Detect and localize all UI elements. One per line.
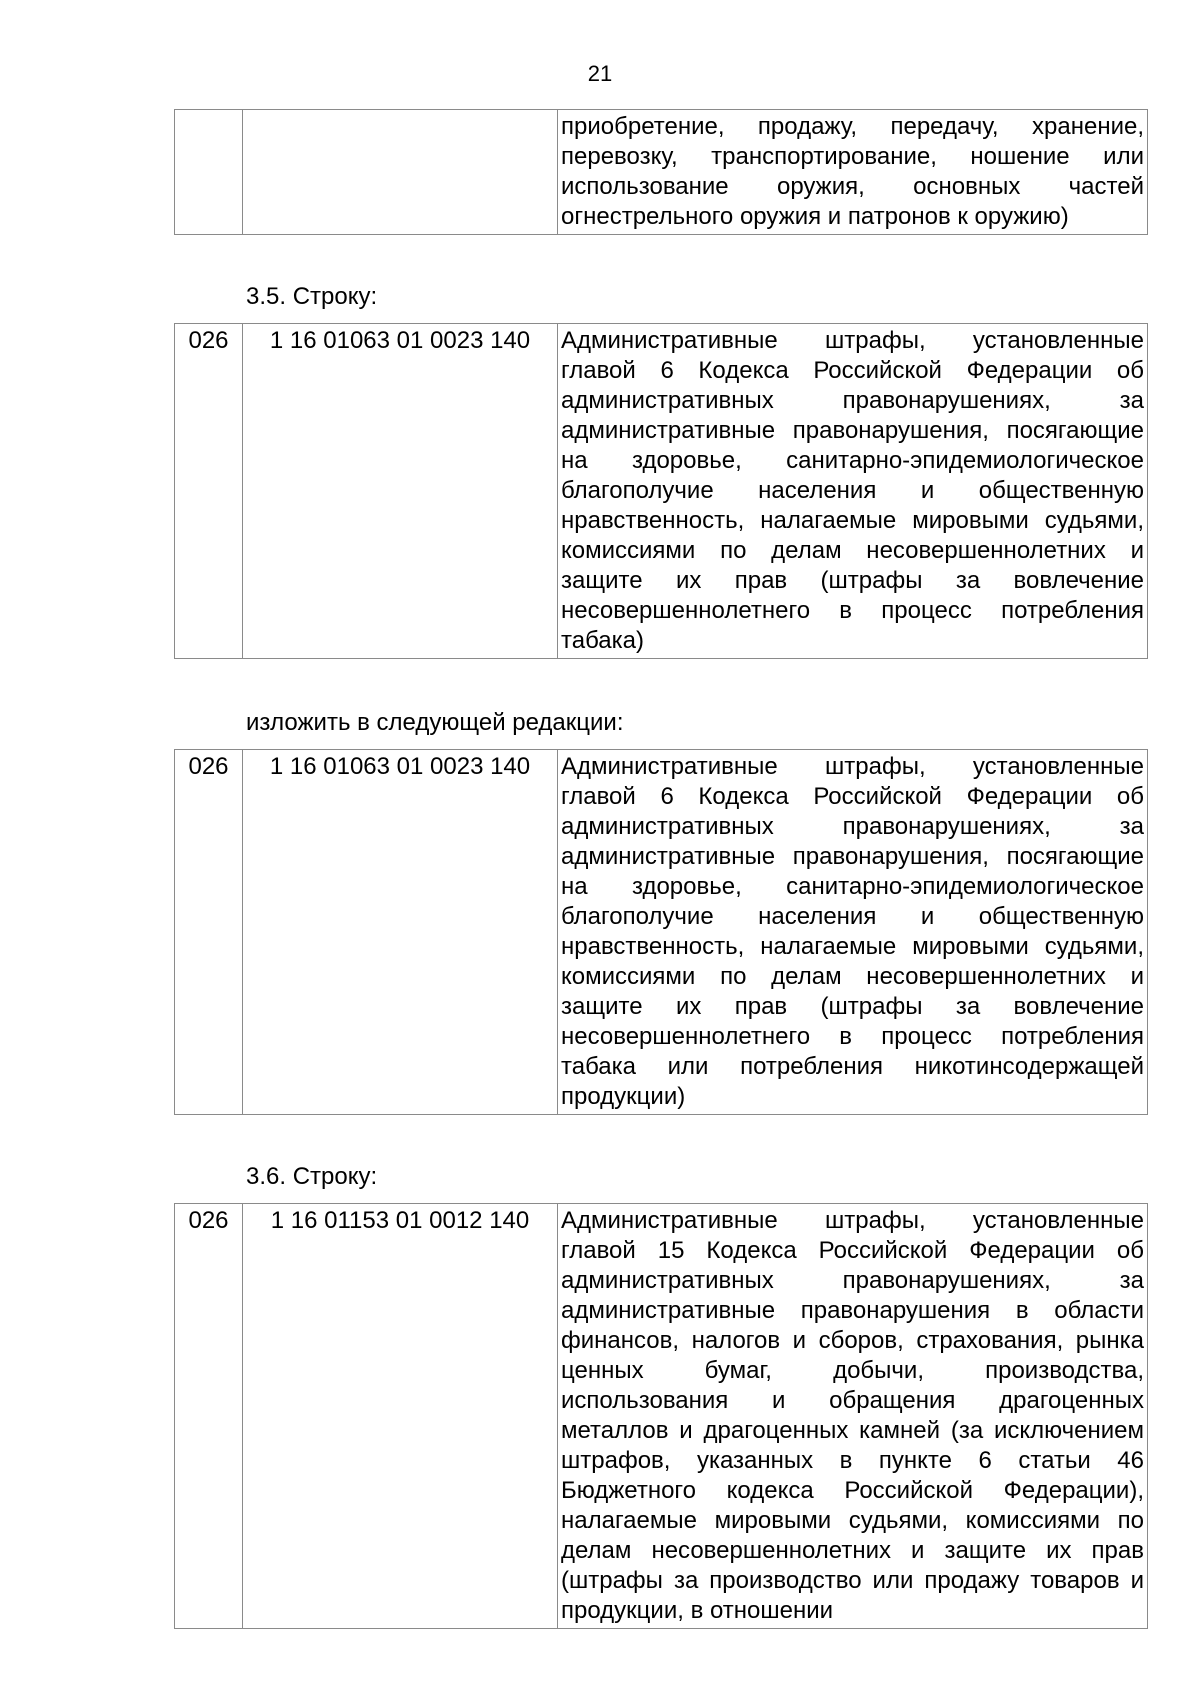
continuation-table [174,109,1148,235]
kbk-cell: 1 16 01063 01 0023 140 [243,750,558,1115]
kbk-cell: 1 16 01153 01 0012 140 [243,1204,558,1629]
description-cell: Административные штрафы, установленные главой 6 Кодекса Российской Федерации об административных правонарушениях, за административные правонарушения, посягающие на здоровье, санитарно-эпидемиологическое благополучие населения и общественную нравственность, налагаемые мировыми судьями, комиссиями по делам несовершеннолетних и защите их прав (штрафы за вовлечение несовершеннолетнего в процесс потребления табака) [558,324,1148,659]
section-3-6-heading: 3.6. Строку: [246,1163,378,1190]
section-3-5-old-table [174,323,1148,659]
section-3-6-old-table [174,1203,1148,1629]
page-number: 21 [587,61,613,86]
budget-code-cell: 026 [175,750,243,1115]
section-3-5-new-table [174,749,1148,1115]
replace-instruction: изложить в следующей редакции: [246,709,624,736]
table-row [175,1204,1148,1629]
budget-code-cell: 026 [175,324,243,659]
kbk-cell [243,110,558,235]
table-row [175,110,1148,235]
description-cell: Административные штрафы, установленные главой 6 Кодекса Российской Федерации об административных правонарушениях, за административные правонарушения, посягающие на здоровье, санитарно-эпидемиологическое благополучие населения и общественную нравственность, налагаемые мировыми судьями, комиссиями по делам несовершеннолетних и защите их прав (штрафы за вовлечение несовершеннолетнего в процесс потребления табака или потребления никотинсодержащей продукции) [558,750,1148,1115]
table-row [175,324,1148,659]
budget-code-cell [175,110,243,235]
budget-code-cell: 026 [175,1204,243,1629]
table-row [175,750,1148,1115]
section-3-5-heading: 3.5. Строку: [246,283,378,310]
kbk-cell: 1 16 01063 01 0023 140 [243,324,558,659]
description-cell: Административные штрафы, установленные главой 15 Кодекса Российской Федерации об административных правонарушениях, за административные правонарушения в области финансов, налогов и сборов, страхования, рынка ценных бумаг, добычи, производства, использования и обращения драгоценных металлов и драгоценных камней (за исключением штрафов, указанных в пункте 6 статьи 46 Бюджетного кодекса Российской Федерации), налагаемые мировыми судьями, комиссиями по делам несовершеннолетних и защите их прав (штрафы за производство или продажу товаров и продукции, в отношении [558,1204,1148,1629]
description-cell: приобретение, продажу, передачу, хранение, перевозку, транспортирование, ношение или использование оружия, основных частей огнестрельного оружия и патронов к оружию) [558,110,1148,235]
